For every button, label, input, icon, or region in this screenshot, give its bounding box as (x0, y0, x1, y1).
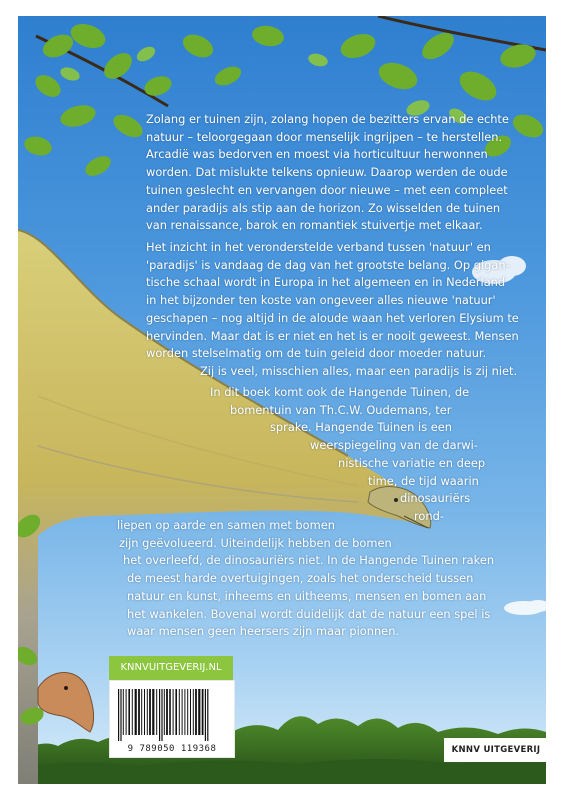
text-line: dinosauriërs (400, 491, 471, 506)
back-cover (18, 16, 546, 784)
text-line: nistische variatie en deep (338, 455, 486, 470)
text-line: sprake. Hangende Tuinen is een (270, 420, 452, 435)
publisher-label: KNNV UITGEVERIJ (444, 738, 546, 762)
barcode-bar (198, 689, 200, 735)
text-line: worden. Dat mislukte telkens opnieuw. Daarop werden de oude (146, 165, 508, 180)
text-line: natuur – teloorgegaan door menselijk ingrijpen – te herstellen. (146, 129, 503, 144)
barcode-bar (138, 689, 140, 735)
barcode-bars (116, 689, 228, 741)
text-line: tuinen geslecht en vervangen door nieuwe – met een compleet (146, 182, 508, 197)
barcode-bar (152, 689, 154, 735)
paragraph-2 (146, 239, 519, 381)
barcode-bar (141, 689, 142, 735)
barcode-bar (173, 689, 174, 735)
barcode-bar (190, 689, 191, 735)
text-line: in het bijzonder ten koste van ongeveer alles nieuwe 'natuur' (146, 293, 496, 308)
text-line: het wankelen. Bovenal wordt duidelijk dat de natuur een spel is (127, 606, 491, 621)
barcode-bar (166, 689, 168, 735)
paragraph-3 (210, 384, 485, 526)
text-line: Arcadië was bedorven en moest via horticultuur herwonnen (146, 147, 488, 162)
text-line: zijn geëvolueerd. Uiteindelijk hebben de bomen (119, 535, 392, 550)
barcode-bar (144, 689, 145, 735)
text-line: van renaissance, barok en romantiek stuivertje met elkaar. (146, 218, 483, 233)
barcode-bar (184, 689, 185, 735)
text-line: Het inzicht in het veronderstelde verband tussen 'natuur' en (146, 240, 491, 254)
barcode-bar (164, 689, 165, 735)
barcode-bar (169, 689, 171, 735)
text-line: Zolang er tuinen zijn, zolang hopen de bezitters ervan de echte (146, 112, 509, 126)
publisher-website-tag: KNNVUITGEVERIJ.NL (109, 656, 233, 680)
barcode-digits: 9 789050 119368 (127, 744, 217, 754)
barcode-bar (149, 689, 151, 735)
text-line: weerspiegeling van de darwi- (310, 438, 478, 453)
text-line: waar mensen geen heersers zijn maar pionnen. (127, 624, 400, 639)
barcode-guard-bar (118, 689, 119, 741)
text-line: bomentuin van Th.C.W. Oudemans, ter (230, 402, 452, 417)
text-line: tische schaal wordt in Europa in het algemeen en in Nederland (146, 275, 506, 290)
text-line: rond- (414, 508, 444, 523)
text-line: het overleefd, de dinosauriërs niet. In de Hangende Tuinen raken (123, 553, 495, 568)
isbn-barcode (109, 680, 235, 758)
barcode-guard-bar (205, 689, 206, 741)
barcode-bar (147, 689, 148, 735)
small-dinosaur-head (38, 672, 94, 732)
text-line: liepen op aarde en samen met bomen (117, 518, 335, 532)
barcode-bar (182, 689, 183, 735)
paragraph-4 (109, 517, 494, 641)
barcode-bar (202, 689, 204, 735)
barcode-bar (123, 689, 124, 735)
text-line: Zij is veel, misschien alles, maar een paradijs is zij niet. (200, 363, 518, 378)
text-line: de meest harde overtuigingen, zoals het onderscheid tussen (127, 571, 474, 586)
barcode-bar (193, 689, 194, 735)
barcode-guard-bar (159, 689, 160, 741)
text-line: time, de tijd waarin (368, 473, 479, 488)
barcode-bar (195, 689, 197, 735)
text-line: ander paradijs als stip aan de horizon. Zo wisselden de tuinen (146, 200, 501, 215)
barcode-bar (128, 689, 130, 735)
paragraph-1 (146, 111, 509, 235)
barcode-guard-bar (207, 689, 208, 741)
barcode-bar (135, 689, 137, 735)
barcode-bar (156, 689, 157, 735)
barcode-bar (187, 689, 188, 735)
text-line: geschapen – nog altijd in de aloude waan het verloren Elysium te (146, 310, 519, 325)
text-line: natuur en kunst, inheems en uitheems, mensen en bomen aan (127, 588, 487, 603)
barcode-bar (179, 689, 180, 735)
text-line: 'paradijs' is vandaag de dag van het grootste belang. Op gigan- (146, 257, 510, 272)
text-line: worden stelselmatig om de tuin geleid door moeder natuur. (146, 346, 487, 361)
barcode-bar (126, 689, 127, 735)
text-line: In dit boek komt ook de Hangende Tuinen, de (210, 385, 470, 399)
barcode-bar (175, 689, 177, 735)
barcode-guard-bar (161, 689, 162, 741)
barcode-bar (132, 689, 133, 735)
text-line: hervinden. Maar dat is er niet en het is er nooit geweest. Mensen (146, 328, 519, 343)
barcode-guard-bar (120, 689, 121, 741)
